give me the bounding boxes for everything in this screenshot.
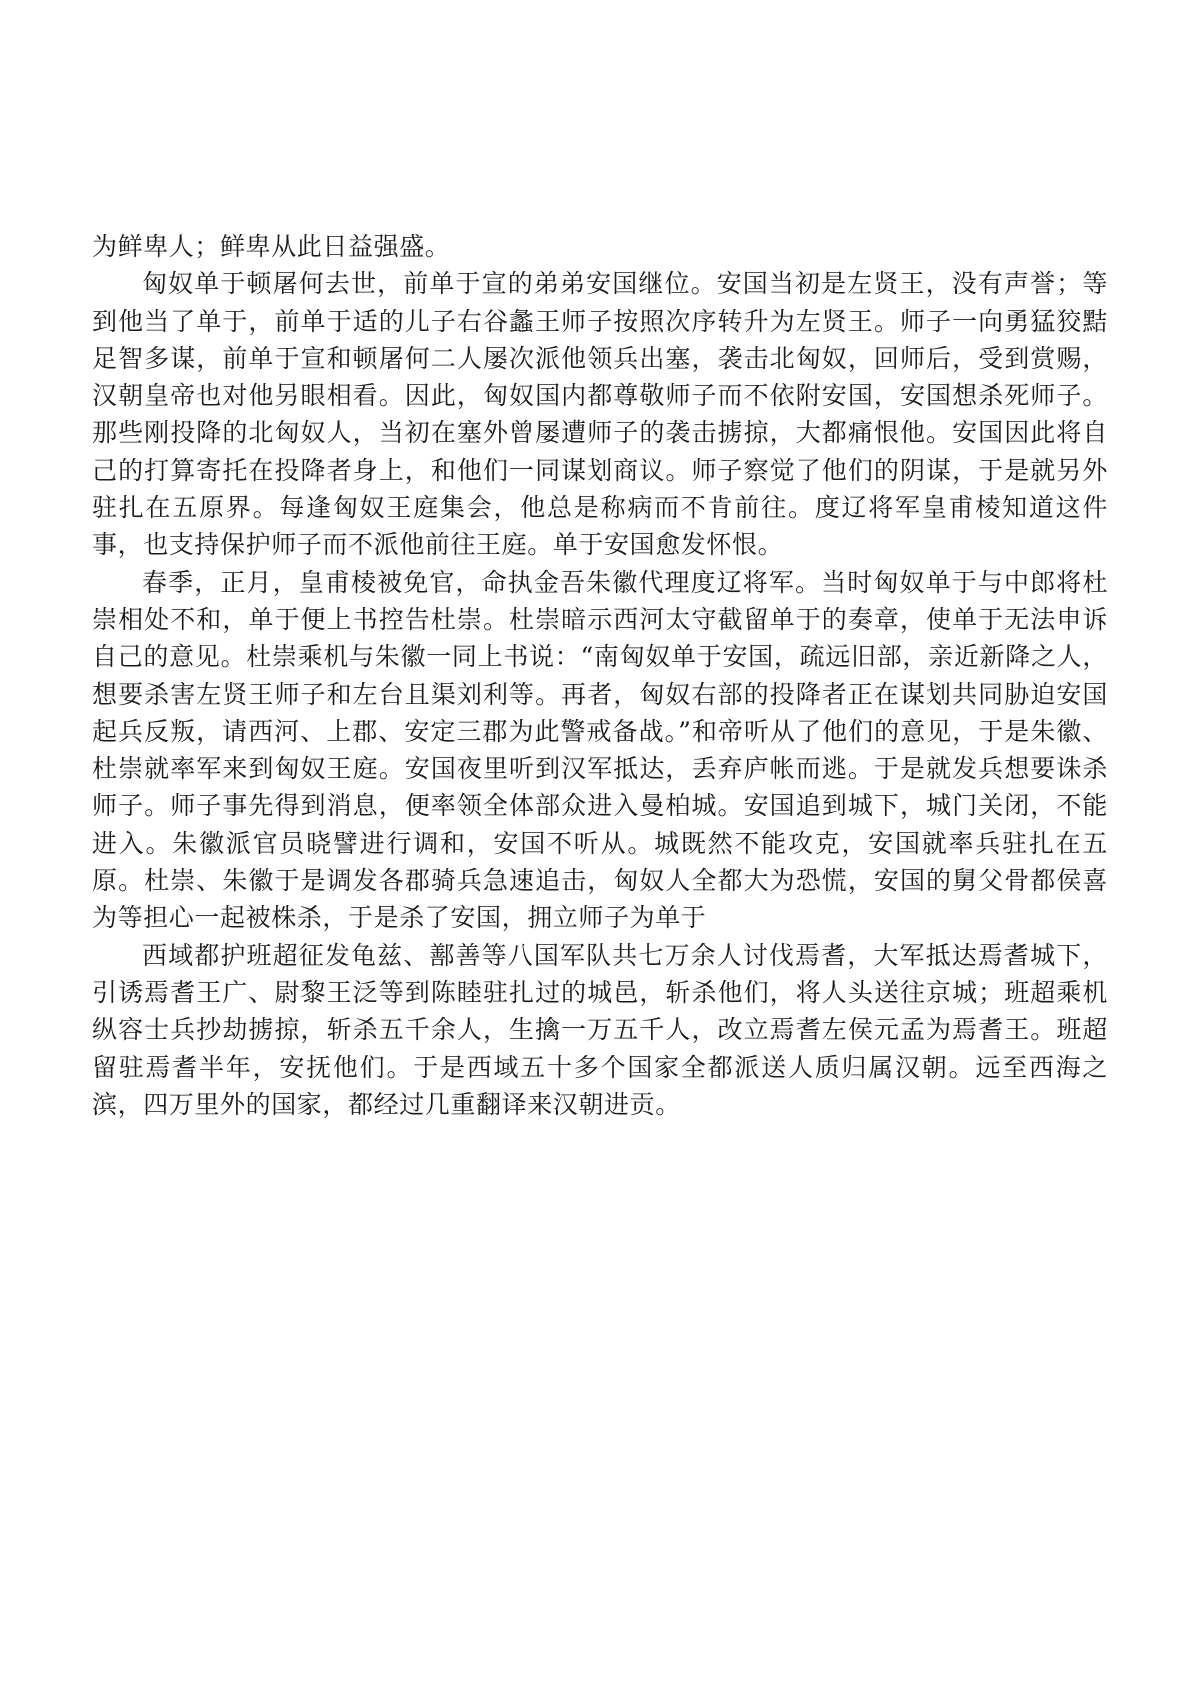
paragraph-xiongnu-succession: 匈奴单于顿屠何去世，前单于宣的弟弟安国继位。安国当初是左贤王，没有声誉；等到他当了单于，前单于适的儿子右谷蠡王师子按照次序转升为左贤王。师子一向勇猛狡黠足智多谋，前单于宣和顿屠何二人屡次派他领兵出塞，袭击北匈奴，回师后，受到赏赐，汉朝皇帝也对他另眼相看。因此，匈奴国内都尊敬师子而不依附安国，安国想杀死师子。那些刚投降的北匈奴人，当初在塞外曾屡遭师子的袭击掳掠，大都痛恨他。安国因此将自己的打算寄托在投降者身上，和他们一同谋划商议。师子察觉了他们的阴谋，于是就另外驻扎在五原界。每逢匈奴王庭集会，他总是称病而不肯前往。度辽将军皇甫棱知道这件事，也支持保护师子而不派他前往王庭。单于安国愈发怀恨。 <box>92 269 1108 560</box>
paragraph-continuation: 为鲜卑人；鲜卑从此日益强盛。 <box>92 232 451 261</box>
paragraph-spring-events: 春季，正月，皇甫棱被免官，命执金吾朱徽代理度辽将军。当时匈奴单于与中郎将杜崇相处不和，单于便上书控告杜崇。杜崇暗示西河太守截留单于的奏章，使单于无法申诉自己的意见。杜崇乘机与朱徽一同上书说：“南匈奴单于安国，疏远旧部，亲近新降之人，想要杀害左贤王师子和左台且渠刘利等。再者，匈奴右部的投降者正在谋划共同胁迫安国起兵反叛，请西河、上郡、安定三郡为此警戒备战。”和帝听从了他们的意见，于是朱徽、杜崇就率军来到匈奴王庭。安国夜里听到汉军抵达，丢弃庐帐而逃。于是就发兵想要诛杀师子。师子事先得到消息，便率领全体部众进入曼柏城。安国追到城下，城门关闭，不能进入。朱徽派官员晓譬进行调和，安国不听从。城既然不能攻克，安国就率兵驻扎在五原。杜崇、朱徽于是调发各郡骑兵急速追击，匈奴人全都大为恐慌，安国的舅父骨都侯喜为等担心一起被株杀，于是杀了安国，拥立师子为单于 <box>92 567 1108 933</box>
body-text <box>92 228 1108 1123</box>
paragraph-ban-chao-campaign: 西域都护班超征发龟兹、鄯善等八国军队共七万余人讨伐焉耆，大军抵达焉耆城下，引诱焉耆王广、尉黎王泛等到陈睦驻扎过的城邑，斩杀他们，将人头送往京城；班超乘机纵容士兵抄劫掳掠，斩杀五千余人，生擒一万五千人，改立焉耆左侯元孟为焉耆王。班超留驻焉耆半年，安抚他们。于是西域五十多个国家全都派送人质归属汉朝。远至西海之滨，四万里外的国家，都经过几重翻译来汉朝进贡。 <box>92 940 1108 1119</box>
